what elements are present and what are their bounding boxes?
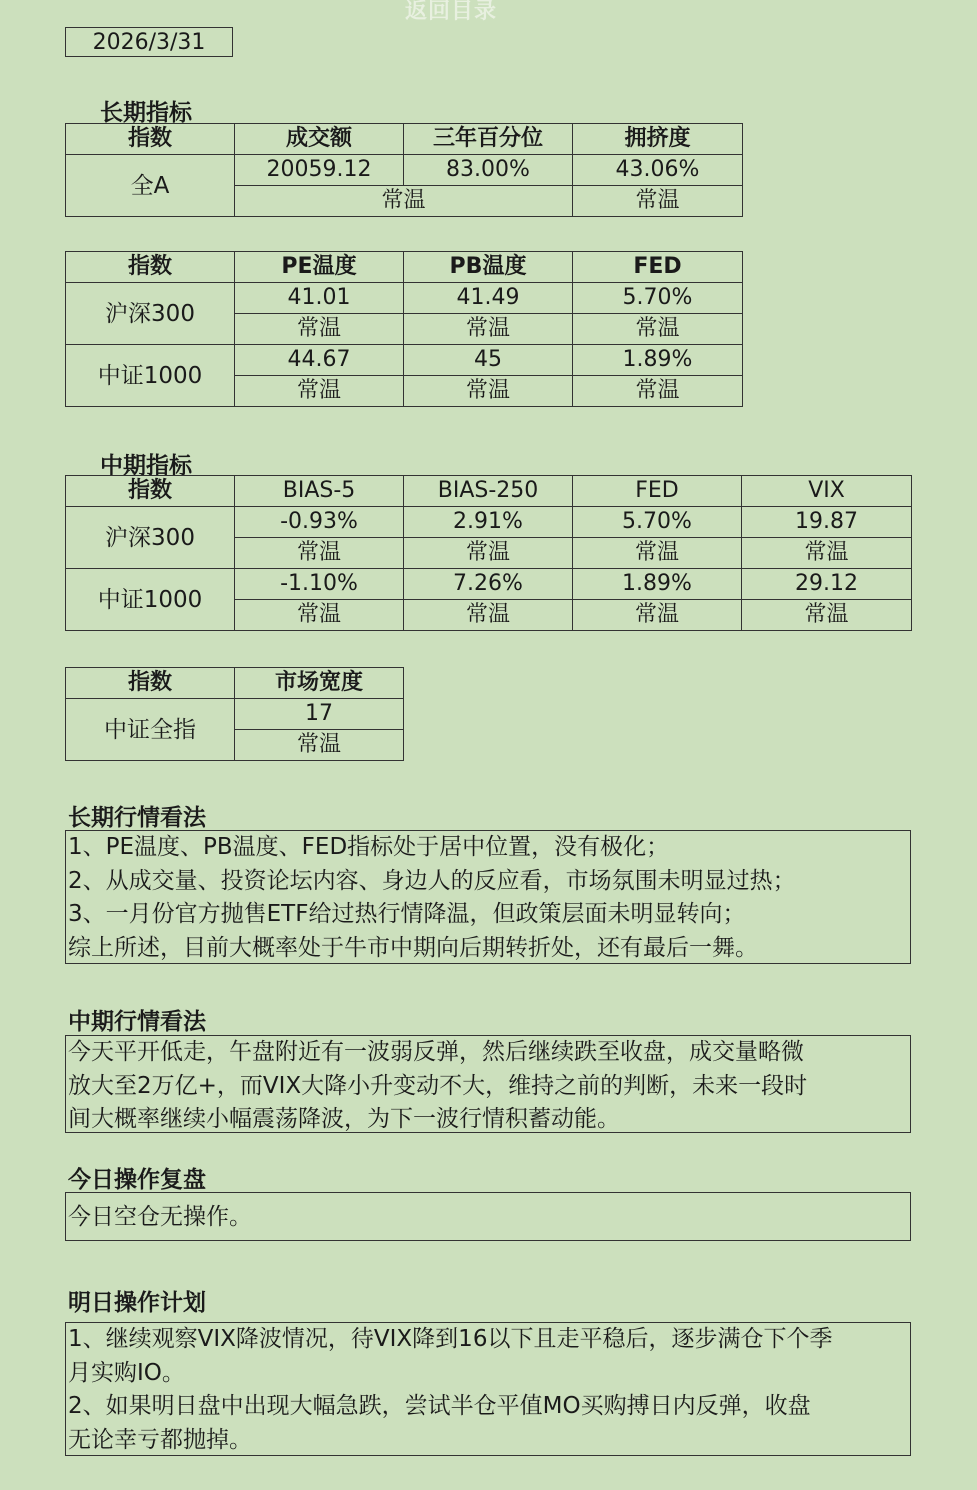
status-cell: 常温	[573, 186, 743, 217]
status-cell: 常温	[235, 314, 404, 345]
text-line: 无论幸亏都抛掉。	[68, 1426, 252, 1453]
value-cell: 1.89%	[573, 569, 742, 600]
index-name-cell: 中证1000	[66, 345, 235, 407]
value-cell: 7.26%	[404, 569, 573, 600]
long-view-text	[65, 830, 911, 964]
index-name-cell: 沪深300	[66, 507, 235, 569]
value-cell: 41.49	[404, 283, 573, 314]
header-cell: PE温度	[235, 252, 404, 283]
date-cell: 2026/3/31	[65, 27, 233, 57]
text-line: 2、从成交量、投资论坛内容、身边人的反应看，市场氛围未明显过热；	[68, 867, 796, 894]
market-breadth-table	[65, 667, 404, 761]
header-cell: 指数	[66, 476, 235, 507]
header-cell: BIAS-250	[404, 476, 573, 507]
header-cell: 拥挤度	[573, 124, 743, 155]
text-line: 综上所述，目前大概率处于牛市中期向后期转折处，还有最后一舞。	[68, 934, 758, 961]
text-line: 3、一月份官方抛售ETF给过热行情降温，但政策层面未明显转向；	[68, 901, 746, 927]
long-term-title: 长期指标	[100, 100, 192, 126]
header-cell: VIX	[742, 476, 912, 507]
mid-term-table	[65, 475, 912, 631]
status-cell: 常温	[235, 538, 404, 569]
text-line: 今日空仓无操作。	[68, 1204, 252, 1230]
header-cell: 市场宽度	[235, 668, 404, 699]
value-cell: 20059.12	[235, 155, 404, 186]
header-cell: BIAS-5	[235, 476, 404, 507]
status-cell: 常温	[235, 186, 573, 217]
index-name-cell: 中证1000	[66, 569, 235, 631]
status-cell: 常温	[573, 538, 742, 569]
tomorrow-plan-title: 明日操作计划	[68, 1290, 206, 1316]
value-cell: 44.67	[235, 345, 404, 376]
status-cell: 常温	[573, 376, 743, 407]
value-cell: 83.00%	[404, 155, 573, 186]
status-cell: 常温	[742, 600, 912, 631]
status-cell: 常温	[573, 600, 742, 631]
header-cell: 指数	[66, 668, 235, 699]
value-cell: 2.91%	[404, 507, 573, 538]
mid-view-title: 中期行情看法	[68, 1009, 206, 1035]
header-cell: FED	[573, 476, 742, 507]
value-cell: 19.87	[742, 507, 912, 538]
value-cell: 41.01	[235, 283, 404, 314]
header-cell: 成交额	[235, 124, 404, 155]
mid-view-text	[65, 1035, 911, 1133]
tomorrow-plan-text	[65, 1322, 911, 1456]
header-cell: 指数	[66, 124, 235, 155]
text-line: 2、如果明日盘中出现大幅急跌，尝试半仓平值MO买购搏日内反弹，收盘	[68, 1393, 811, 1419]
header-cell: 三年百分位	[404, 124, 573, 155]
value-cell: 5.70%	[573, 283, 743, 314]
index-name-cell: 沪深300	[66, 283, 235, 345]
status-cell: 常温	[404, 600, 573, 631]
text-line: 月实购IO。	[68, 1359, 185, 1386]
status-cell: 常温	[573, 314, 743, 345]
text-line: 1、继续观察VIX降波情况，待VIX降到16以下且走平稳后，逐步满仓下个季	[68, 1326, 833, 1352]
long-term-table-2	[65, 251, 743, 407]
status-cell: 常温	[235, 376, 404, 407]
text-line: 放大至2万亿+，而VIX大降小升变动不大，维持之前的判断，未来一段时	[68, 1072, 808, 1099]
status-cell: 常温	[235, 730, 404, 761]
value-cell: 1.89%	[573, 345, 743, 376]
value-cell: 29.12	[742, 569, 912, 600]
value-cell: -0.93%	[235, 507, 404, 538]
text-line: 今天平开低走，午盘附近有一波弱反弹，然后继续跌至收盘，成交量略微	[68, 1039, 804, 1065]
status-cell: 常温	[404, 376, 573, 407]
header-cell: 指数	[66, 252, 235, 283]
long-term-table-1	[65, 123, 743, 217]
text-line: 间大概率继续小幅震荡降波，为下一波行情积蓄动能。	[68, 1106, 620, 1132]
status-cell: 常温	[235, 600, 404, 631]
value-cell: 43.06%	[573, 155, 743, 186]
header-cell: FED	[573, 252, 743, 283]
value-cell: 45	[404, 345, 573, 376]
index-name-cell: 全A	[66, 155, 235, 217]
long-view-title: 长期行情看法	[68, 805, 206, 831]
value-cell: 5.70%	[573, 507, 742, 538]
return-to-contents-link[interactable]: 返回目录	[405, 0, 498, 24]
header-cell: PB温度	[404, 252, 573, 283]
text-line: 1、PE温度、PB温度、FED指标处于居中位置，没有极化；	[68, 834, 670, 860]
value-cell: -1.10%	[235, 569, 404, 600]
mid-term-title: 中期指标	[100, 453, 192, 479]
status-cell: 常温	[404, 538, 573, 569]
index-name-cell: 中证全指	[66, 699, 235, 761]
value-cell: 17	[235, 699, 404, 730]
today-review-title: 今日操作复盘	[68, 1167, 206, 1193]
status-cell: 常温	[404, 314, 573, 345]
today-review-text	[65, 1192, 911, 1241]
status-cell: 常温	[742, 538, 912, 569]
